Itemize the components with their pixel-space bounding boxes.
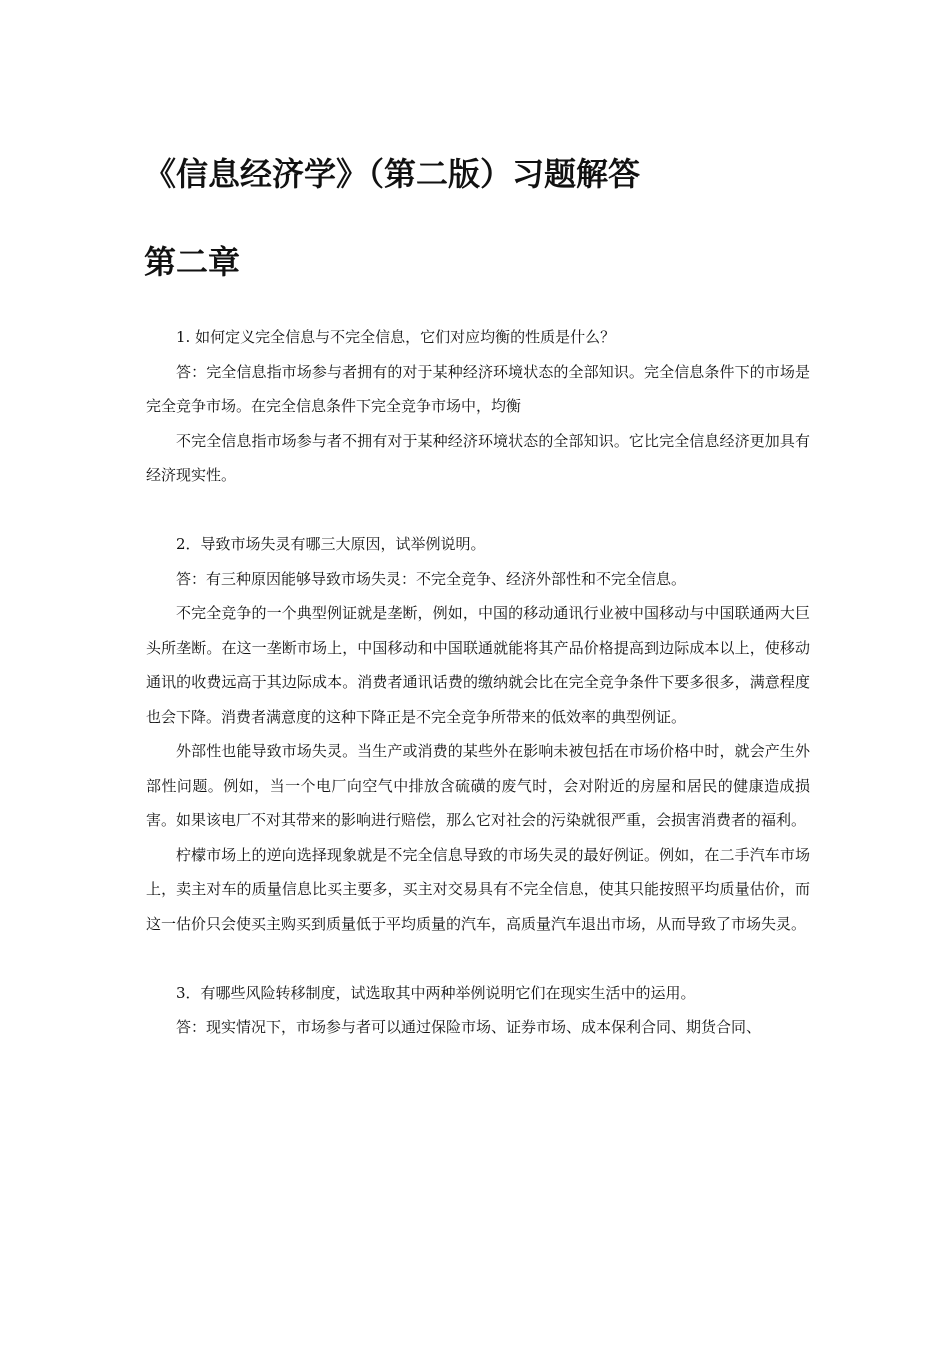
document-title: 《信息经济学》（第二版）习题解答 — [144, 155, 641, 193]
answer-2-paragraph: 不完全竞争的一个典型例证就是垄断，例如，中国的移动通讯行业被中国移动与中国联通两大巨头所垄断。在这一垄断市场上，中国移动和中国联通就能将其产品价格提高到边际成本以上，使移动通讯的收费远高于其边际成本。消费者通讯话费的缴纳就会比在完全竞争条件下要多很多，满意程度也会下降。消费者满意度的这种下降正是不完全竞争所带来的低效率的典型例证。 — [146, 604, 810, 726]
answer-2-paragraph: 外部性也能导致市场失灵。当生产或消费的某些外在影响未被包括在市场价格中时，就会产生外部性问题。例如，当一个电厂向空气中排放含硫磺的废气时，会对附近的房屋和居民的健康造成损害。如果该电厂不对其带来的影响进行赔偿，那么它对社会的污染就很严重，会损害消费者的福利。 — [146, 742, 810, 829]
question-2: 2．导致市场失灵有哪三大原因，试举例说明。 — [176, 535, 486, 553]
answer-2-paragraph: 答：有三种原因能够导致市场失灵：不完全竞争、经济外部性和不完全信息。 — [176, 569, 687, 588]
document-body — [146, 320, 810, 1045]
answer-1-paragraph: 不完全信息指市场参与者不拥有对于某种经济环境状态的全部知识。它比完全信息经济更加具有经济现实性。 — [146, 431, 810, 484]
question-1: 1. 如何定义完全信息与不完全信息，它们对应均衡的性质是什么？ — [176, 328, 616, 346]
question-3: 3．有哪些风险转移制度，试选取其中两种举例说明它们在现实生活中的运用。 — [176, 983, 696, 1002]
answer-1-paragraph: 答：完全信息指市场参与者拥有的对于某种经济环境状态的全部知识。完全信息条件下的市场是完全竞争市场。在完全信息条件下完全竞争市场中，均衡 — [146, 362, 810, 415]
answer-2-paragraph: 柠檬市场上的逆向选择现象就是不完全信息导致的市场失灵的最好例证。例如，在二手汽车市场上，卖主对车的质量信息比买主要多，买主对交易具有不完全信息，使其只能按照平均质量估价，而这一估价只会使买主购买到质量低于平均质量的汽车，高质量汽车退出市场，从而导致了市场失灵。 — [146, 845, 810, 933]
chapter-heading: 第二章 — [144, 243, 241, 281]
answer-3-paragraph: 答：现实情况下，市场参与者可以通过保险市场、证券市场、成本保利合同、期货合同、 — [176, 1018, 762, 1036]
